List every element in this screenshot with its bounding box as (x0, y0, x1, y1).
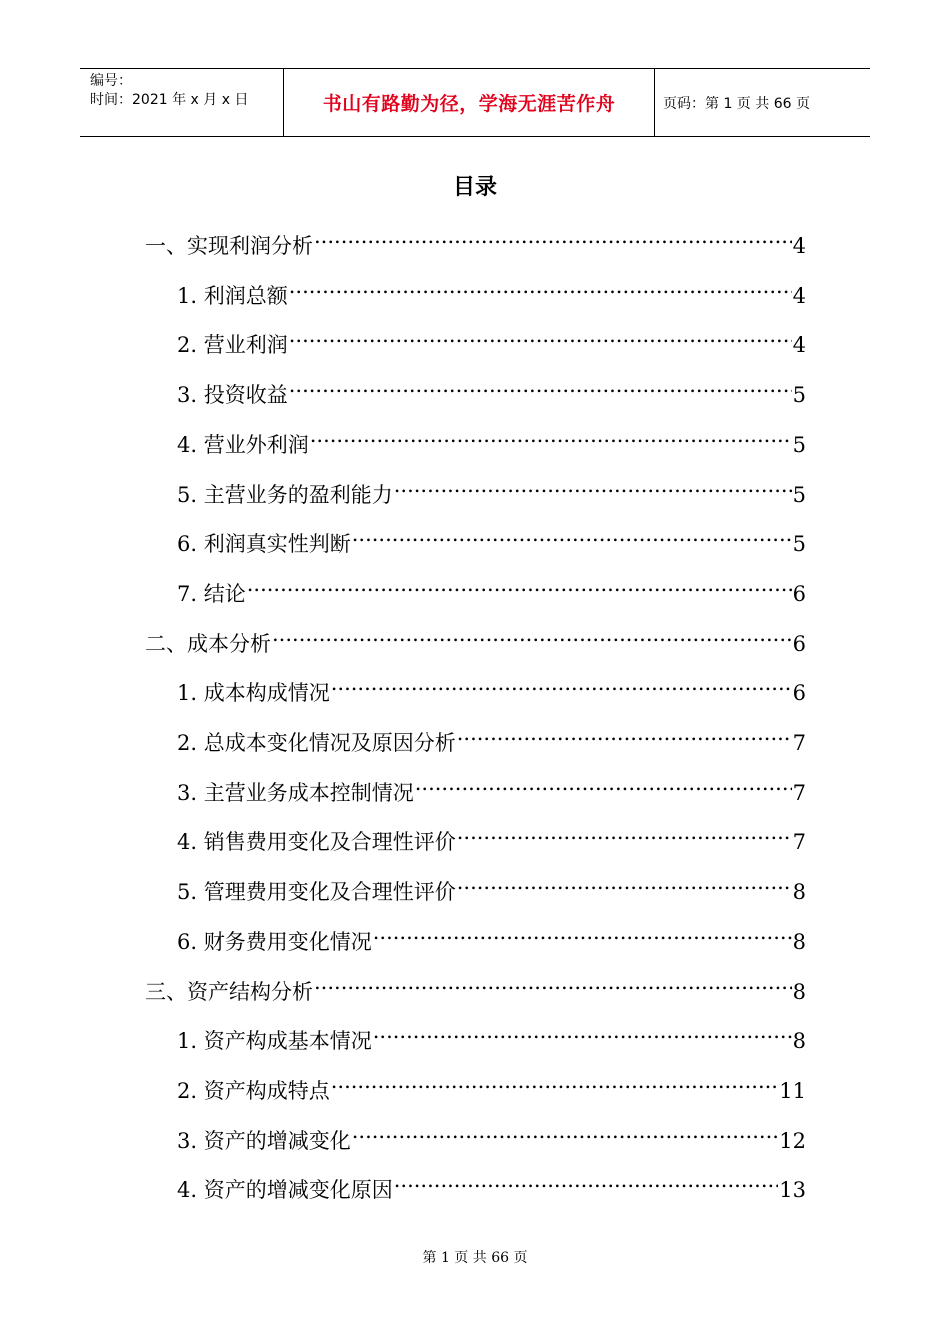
toc-entry[interactable] (145, 611, 806, 656)
toc-entry[interactable] (177, 312, 806, 358)
toc-entry-label: 三、资产结构分析 (145, 979, 313, 1004)
toc-leader-dots (331, 660, 792, 700)
toc-entry-label: 7. 结论 (177, 581, 246, 606)
toc-entry[interactable] (177, 1157, 806, 1203)
toc-entry[interactable] (177, 1108, 806, 1153)
toc-entry[interactable] (177, 412, 806, 457)
toc-entry[interactable] (177, 561, 806, 606)
toc-leader-dots (314, 959, 792, 999)
header-page-info: 页码：第 1 页 共 66 页 (663, 95, 810, 112)
toc-leader-dots (394, 462, 792, 502)
toc-entry-label: 3. 主营业务成本控制情况 (177, 780, 414, 805)
toc-leader-dots (373, 909, 792, 949)
toc-entry[interactable] (145, 959, 806, 1004)
toc-entry-page: 8 (792, 1029, 806, 1054)
toc-entry-page: 5 (792, 532, 806, 557)
toc-entry[interactable] (177, 462, 806, 507)
toc-title: 目录 (452, 175, 497, 200)
toc-entry-page: 5 (792, 482, 806, 507)
header-motto-cell (283, 69, 655, 136)
toc-entry-page: 6 (792, 581, 806, 606)
toc-entry-page: 7 (792, 780, 806, 805)
toc-entry-label: 4. 营业外利润 (177, 432, 309, 457)
toc-entry-page: 8 (792, 929, 806, 954)
toc-entry-page: 4 (792, 234, 806, 258)
toc-entry[interactable] (177, 809, 806, 855)
toc-entry[interactable] (145, 213, 806, 258)
toc-entry-label: 1. 成本构成情况 (177, 681, 330, 706)
toc-leader-dots (314, 213, 792, 253)
header-motto: 书山有路勤为径，学海无涯苦作舟 (322, 93, 616, 115)
toc-entry-label: 6. 财务费用变化情况 (177, 929, 372, 954)
toc-entry-label: 5. 主营业务的盈利能力 (177, 482, 393, 507)
toc-entry[interactable] (177, 909, 806, 954)
toc-leader-dots (457, 809, 792, 849)
toc-entry-page: 7 (792, 731, 806, 755)
toc-entry-label: 2. 营业利润 (177, 333, 288, 358)
toc-entry-page: 8 (792, 979, 806, 1004)
toc-leader-dots (272, 611, 792, 651)
toc-entry[interactable] (177, 511, 806, 557)
toc-entry-label: 6. 利润真实性判断 (177, 532, 351, 557)
toc-entry[interactable] (177, 362, 806, 408)
toc-entry-page: 13 (779, 1178, 806, 1203)
toc-entry[interactable] (177, 1058, 806, 1103)
toc-leader-dots (394, 1157, 779, 1197)
toc-entry[interactable] (177, 760, 806, 805)
toc-entry-page: 6 (792, 681, 806, 706)
toc-entry-page: 5 (792, 432, 806, 457)
toc-leader-dots (289, 362, 792, 402)
toc-entry-label: 1. 利润总额 (177, 283, 288, 308)
toc-entry[interactable] (177, 263, 806, 308)
toc-entry-label: 2. 资产构成特点 (177, 1078, 330, 1103)
toc-entry-label: 4. 销售费用变化及合理性评价 (177, 830, 456, 855)
toc-leader-dots (415, 760, 792, 800)
toc-entry[interactable] (177, 710, 806, 755)
toc-entry-page: 4 (792, 333, 806, 358)
toc-entry-label: 二、成本分析 (145, 631, 271, 656)
toc-entry-label: 一、实现利润分析 (145, 234, 313, 258)
header-meta (80, 69, 283, 136)
toc-leader-dots (310, 412, 792, 452)
document-date: 时间：2021 年 x 月 x 日 (90, 92, 249, 108)
toc-entry-page: 7 (792, 830, 806, 855)
toc-entry[interactable] (177, 1008, 806, 1054)
toc-leader-dots (289, 263, 792, 303)
toc-entry-label: 3. 投资收益 (177, 383, 288, 408)
toc-entry-page: 12 (779, 1128, 806, 1153)
toc-entry-page: 5 (792, 383, 806, 408)
toc-leader-dots (352, 1108, 779, 1148)
toc-leader-dots (373, 1008, 792, 1048)
toc-leader-dots (331, 1058, 779, 1098)
toc-entry-label: 5. 管理费用变化及合理性评价 (177, 880, 456, 905)
toc-entry-label: 3. 资产的增减变化 (177, 1128, 351, 1153)
toc-entry[interactable] (177, 859, 806, 905)
page-footer: 第 1 页 共 66 页 (422, 1250, 528, 1266)
toc-leader-dots (352, 511, 792, 551)
toc-entry-page: 6 (792, 631, 806, 656)
document-number: 编号： (90, 73, 132, 89)
page-header (80, 68, 870, 137)
toc-leader-dots (457, 710, 792, 750)
toc-entry-page: 8 (792, 880, 806, 905)
toc-entry-page: 11 (779, 1078, 806, 1103)
toc-leader-dots (457, 859, 792, 899)
toc-entry-label: 2. 总成本变化情况及原因分析 (177, 731, 456, 755)
toc-leader-dots (247, 561, 792, 601)
toc-entry-label: 1. 资产构成基本情况 (177, 1029, 372, 1054)
toc-entry-label: 4. 资产的增减变化原因 (177, 1178, 393, 1203)
toc-leader-dots (289, 312, 792, 352)
toc-entry-page: 4 (792, 283, 806, 308)
toc-entry[interactable] (177, 660, 806, 706)
